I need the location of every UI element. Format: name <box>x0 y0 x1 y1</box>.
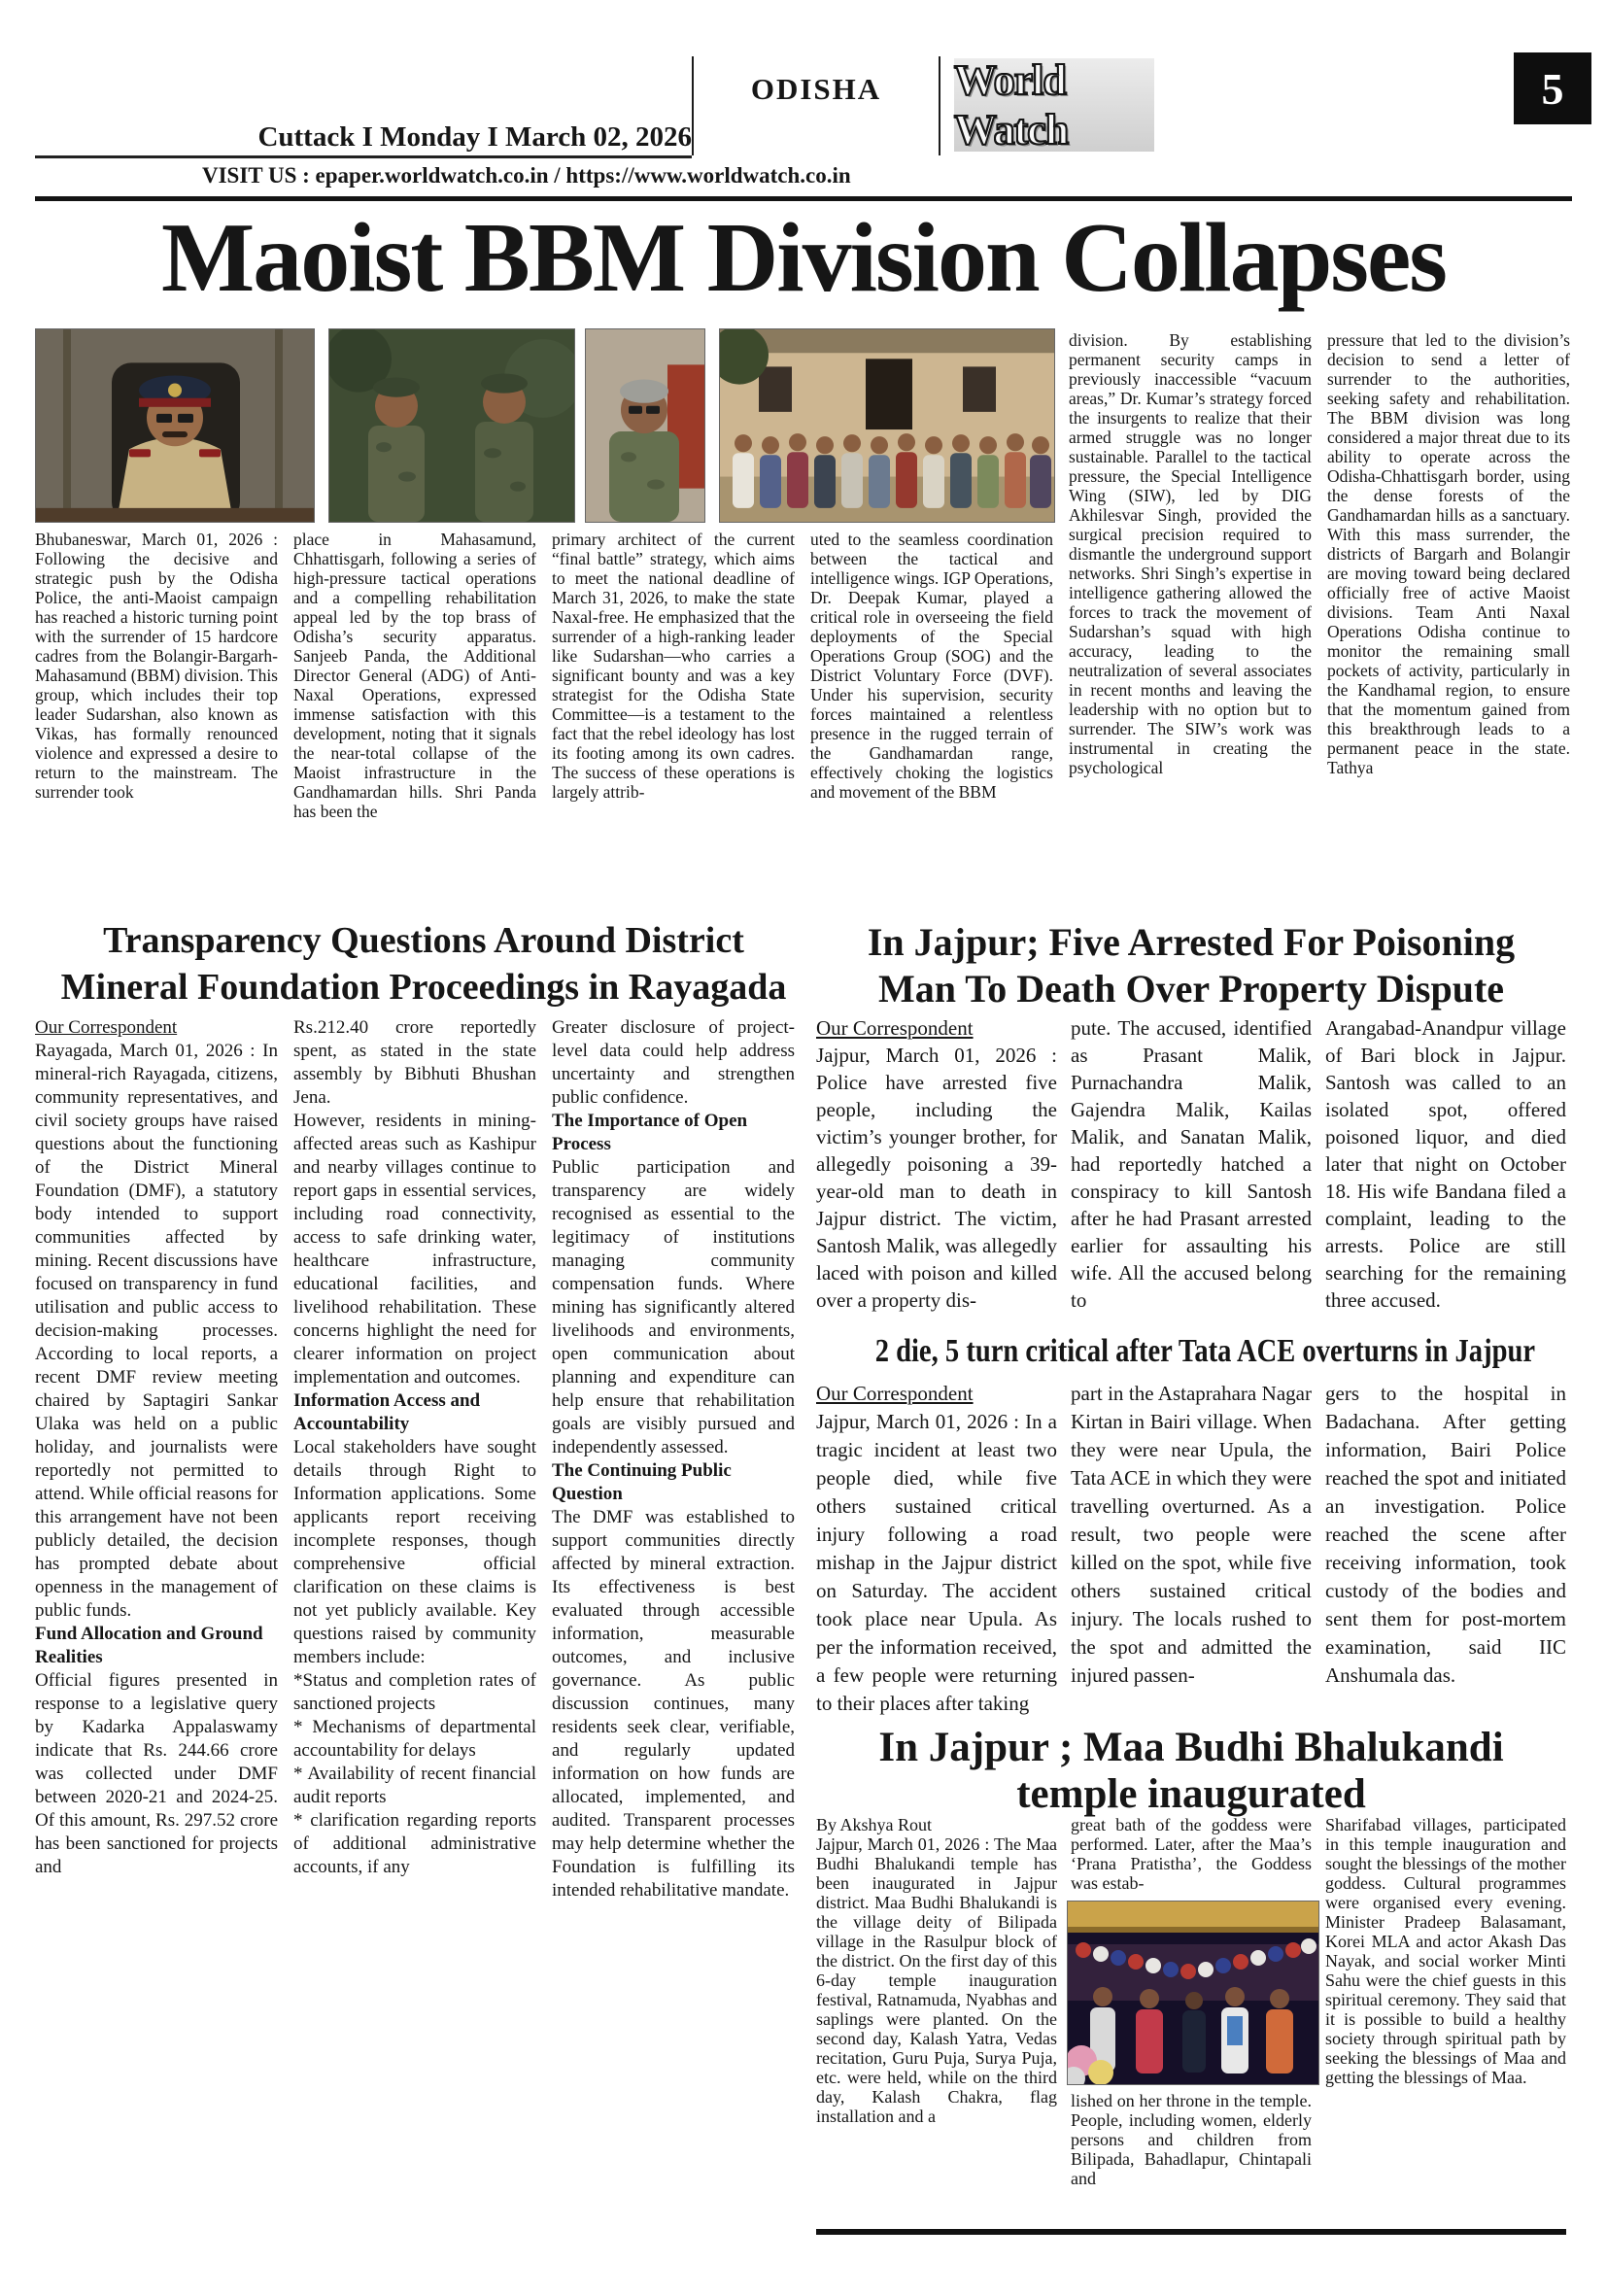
byline: Our Correspondent <box>816 1016 974 1040</box>
tata-column-2 <box>1071 1380 1312 1716</box>
temple-column-2-top <box>1071 1815 1312 1897</box>
article-paragraph: gers to the hospital in Badachana. After getting information, Bairi Police reached the spot and initiated an investigation. Police reached the scene after receiving information, took custody of the bodies and sent them for post-mortem examination, said IIC Anshumala das. <box>1325 1382 1566 1687</box>
article-paragraph: Jajpur, March 01, 2026 : The Maa Budhi Bhalukandi temple has been inaugurated in Jajpur district. Maa Budhi Bhalukandi is the village deity of Bilipada village in the Rasulpur block of the district. On the first day of this 6-day temple inauguration festival, Ratnamuda, Nyabhas and saplings were planted. On the second day, Kalash Yatra, Vedas recitation, Guru Puja, Surya Puja, etc. were held, while on the third day, Kalash Chakra, flag installation and a <box>816 1834 1057 2126</box>
lead-column-5 <box>1069 330 1312 915</box>
masthead-logo-text: World Watch <box>954 56 1069 154</box>
article-paragraph: * clarification regarding reports of additional administrative accounts, if any <box>293 1810 536 1877</box>
article-subhead: The Continuing Public Question <box>552 1460 732 1504</box>
dmf-column-3 <box>552 1016 795 2068</box>
lead-photo-surrendered-leader <box>585 328 705 523</box>
dmf-headline-line2: Mineral Foundation Proceedings in Rayagada <box>60 967 787 1008</box>
tata-headline <box>812 1333 1570 1370</box>
article-paragraph: division. By establishing permanent security camps in previously inaccessible “vacuum areas,” Dr. Kumar’s strategy forced the insurgents to realize that their armed struggle was no longer sustainable. Parallel to the tactical pressure, the Special Intelligence Wing (SIW), led by DIG Akhilesvar Singh, provided the surgical precision required to dismantle the underground support networks. Shri Singh’s expertise in intelligence gathering allowed the forces to track the movement of Sudarshan’s squad with high accuracy, leading to the neutralization of several associates in recent months and leaving the leadership with no option but to surrender. The SIW’s work was instrumental in creating the psychological <box>1069 330 1312 777</box>
tata-column-3 <box>1325 1380 1566 1716</box>
header-rule <box>35 155 692 158</box>
surrendered-leader-illustration <box>586 329 704 522</box>
article-paragraph: Sharifabad villages, participated in this temple inauguration and sought the blessings of the mother goddess. Cultural programmes were organised every evening. Minister Pradeep Balasamant, Korei MLA and actor Akash Das Nayak, and social worker Minti Sahu were the chief guests in this spiritual ceremony. They said that it is possible to build a healthy society through spiritual path by seeking the blessings of Maa and getting the blessings of Maa. <box>1325 1815 1566 2087</box>
masthead-logo <box>954 58 1154 152</box>
poison-column-2 <box>1071 1014 1312 1323</box>
article-paragraph: *Status and completion rates of sanctioned projects <box>293 1670 536 1714</box>
surrendered-cadres-group-illustration <box>720 329 1054 522</box>
dmf-column-1 <box>35 1016 278 2068</box>
article-paragraph: great bath of the goddess were performed. Later, after the Maa’s ‘Prana Pratistha’, the Goddess was estab- <box>1071 1815 1312 1893</box>
visit-us-line: VISIT US : epaper.worldwatch.co.in / https://www.worldwatch.co.in <box>202 163 851 188</box>
page-number-badge: 5 <box>1514 52 1591 124</box>
lead-photo-surrendered-cadres-group <box>719 328 1055 523</box>
poison-headline-line1: In Jajpur; Five Arrested For Poisoning <box>867 920 1516 964</box>
dmf-column-2 <box>293 1016 536 2068</box>
lead-column-6 <box>1327 330 1570 915</box>
temple-column-1 <box>816 1815 1057 2227</box>
lead-photo-security-personnel <box>328 328 575 523</box>
masthead-rule <box>35 196 1572 201</box>
temple-column-3 <box>1325 1815 1566 2227</box>
article-paragraph: pute. The accused, identified as Prasant Malik, Purnachandra Malik, Gajendra Malik, Kailas Malik, and Sanatan Malik, had reportedly hatched a conspiracy to kill Santosh after he had Prasant arrested earlier for assaulting his wife. All the accused belong to <box>1071 1016 1312 1312</box>
tata-headline-text: 2 die, 5 turn critical after Tata ACE overturns in Jajpur <box>874 1333 1536 1369</box>
article-paragraph: Rayagada, March 01, 2026 : In mineral-rich Rayagada, citizens, community representatives, and civil society groups have raised questions about the functioning of the District Mineral Foundation (DMF), a statutory body intended to support communities affected by mining. Recent discussions have focused on transparency in fund utilisation and public access to decision-making processes. According to local reports, a recent DMF review meeting chaired by Saptagiri Sankar Ulaka was held on a public holiday, and journalists were reportedly not permitted to attend. While official reasons for this arrangement have not been publicly detailed, the decision has prompted debate about openness in the management of public funds. <box>35 1041 278 1621</box>
header-divider <box>939 56 940 155</box>
article-paragraph: Public participation and transparency are widely recognised as essential to the legitimacy of institutions managing community compensation funds. Where mining has significantly altered livelihoods and environments, open communication about planning and expenditure can help ensure that rehabilitation goals are visibly pursued and independently assessed. <box>552 1157 795 1457</box>
article-subhead: Fund Allocation and Ground Realities <box>35 1624 263 1667</box>
article-subhead: The Importance of Open Process <box>552 1111 748 1154</box>
article-paragraph: part in the Astaprahara Nagar Kirtan in Bairi village. When they were near Upula, the Tata ACE in which they were travelling overturned. As a result, two people were killed on the spot, while five others sustained critical injury. The locals rushed to the spot and admitted the injured passen- <box>1071 1382 1312 1687</box>
lead-headline: Maoist BBM Division Collapses <box>161 203 1446 313</box>
dmf-headline-line1: Transparency Questions Around District <box>103 920 744 961</box>
temple-stage-illustration <box>1068 1902 1318 2084</box>
edition-label: ODISHA <box>750 72 882 106</box>
article-paragraph: Jajpur, March 01, 2026 : In a tragic incident at least two people died, while five others sustained critical injury following a road mishap in the Jajpur district on Saturday. The accident took place near Upula. As per the information received, a few people were returning to their places after taking <box>816 1410 1057 1715</box>
article-paragraph: * Availability of recent financial audit reports <box>293 1764 536 1807</box>
article-paragraph: Greater disclosure of project-level data could help address uncertainty and strengthen public confidence. <box>552 1017 795 1108</box>
poison-headline-line2: Man To Death Over Property Dispute <box>877 967 1505 1011</box>
article-paragraph: Rs.212.40 crore reportedly spent, as stated in the state assembly by Bibhuti Bhushan Jena. <box>293 1017 536 1108</box>
temple-headline-line1: In Jajpur ; Maa Budhi Bhalukandi <box>878 1725 1504 1770</box>
article-paragraph: * Mechanisms of departmental accountability for delays <box>293 1717 536 1761</box>
article-paragraph: The DMF was established to support communities directly affected by mineral extraction. Its effectiveness is best evaluated through accessible information, measurable outcomes, and inclusive governance. As public discussion continues, many residents seek clear, verifiable, and regularly updated information on how funds are allocated, implemented, and audited. Transparent processes may help determine whether the Foundation is fulfilling its intended rehabilitative mandate. <box>552 1507 795 1901</box>
lead-column-3 <box>552 530 795 916</box>
lead-photo-police-officer <box>35 328 315 523</box>
lead-column-4 <box>810 530 1053 916</box>
poison-column-1 <box>816 1014 1057 1323</box>
article-paragraph: Official figures presented in response to a legislative query by Kadarka Appalaswamy indicate that Rs. 244.66 crore was collected under DMF between 2020-21 and 2024-25. Of this amount, Rs. 297.52 crore has been sanctioned for projects and <box>35 1670 278 1877</box>
byline: Our Correspondent <box>35 1017 178 1038</box>
article-paragraph: place in Mahasamund, Chhattisgarh, following a series of high-pressure tactical operations and a compelling rehabilitation appeal led by the top brass of Odisha’s security apparatus. Sanjeeb Panda, the Additional Director General (ADG) of Anti-Naxal Operations, expressed immense satisfaction with this development, noting that it signals the near-total collapse of the Maoist infrastructure in the Gandhamardan hills. Shri Panda has been the <box>293 530 536 821</box>
lead-column-1 <box>35 530 278 916</box>
article-paragraph: Arangabad-Anandpur village of Bari block in Jajpur. Santosh was called to an isolated spot, offered poisoned liquor, and died later that night on October 18. His wife Bandana filed a complaint, leading to the arrests. Police are still searching for the remaining three accused. <box>1325 1016 1566 1312</box>
article-paragraph: Bhubaneswar, March 01, 2026 : Following the decisive and strategic push by the Odisha Police, the anti-Maoist campaign has reached a historic turning point with the surrender of 15 hardcore cadres from the Bolangir-Bargarh-Mahasamund (BBM) division. This group, which includes their top leader Sudarshan, also known as Vikas, has formally renounced violence and expressed a desire to return to the mainstream. The surrender took <box>35 530 278 802</box>
temple-headline-line2: temple inaugurated <box>1016 1771 1366 1817</box>
article-paragraph: pressure that led to the division’s decision to send a letter of surrender to the authorities, seeking safety and rehabilitation. The BBM division was long considered a major threat due to its ability to operate across the Odisha-Chhattisgarh border, using the dense forests of the Gandhamardan hills as a sanctuary. With this mass surrender, the districts of Bargarh and Bolangir are moving toward being declared officially free of active Maoist divisions. Team Anti Naxal Operations Odisha continue to monitor the remaining small pockets of activity, particularly in the Kandhamal region, to ensure that the momentum gained from this breakthrough leads to a permanent peace in the state. Tathya <box>1327 330 1570 777</box>
article-subhead: Information Access and Accountability <box>293 1390 481 1434</box>
article-paragraph: lished on her throne in the temple. People, including women, elderly persons and children from Bilipada, Bahadlapur, Chintapali and <box>1071 2091 1312 2188</box>
temple-inauguration-photo <box>1067 1901 1319 2085</box>
article-paragraph: primary architect of the current “final battle” strategy, which aims to meet the national deadline of March 31, 2026, to make the state Naxal-free. He emphasized that the surrender of a high-ranking leader like Sudarshan—who carries a significant bounty and was a key strategist for the Odisha State Committee—is a testament to the fact that the rebel ideology has lost its footing among its own cadres. The success of these operations is largely attrib- <box>552 530 795 802</box>
tata-column-1 <box>816 1380 1057 1716</box>
poison-column-3 <box>1325 1014 1566 1323</box>
lead-column-2 <box>293 530 536 916</box>
byline: Our Correspondent <box>816 1382 974 1405</box>
section-bottom-rule <box>816 2229 1566 2235</box>
article-paragraph: However, residents in mining-affected areas such as Kashipur and nearby villages continue to report gaps in essential services, including road connectivity, access to safe drinking water, healthcare infrastructure, educational facilities, and livelihood rehabilitation. These concerns highlight the need for clearer information on project implementation and outcomes. <box>293 1111 536 1388</box>
article-paragraph: Jajpur, March 01, 2026 : Police have arrested five people, including the victim’s younger brother, for allegedly poisoning a 39-year-old man to death in Jajpur district. The victim, Santosh Malik, was allegedly laced with poison and killed over a property dis- <box>816 1044 1057 1312</box>
police-officer-portrait-illustration <box>36 329 314 522</box>
temple-column-2-bottom <box>1071 2091 1312 2208</box>
article-paragraph: uted to the seamless coordination between the tactical and intelligence wings. IGP Operations, Dr. Deepak Kumar, played a critical role in overseeing the field deployments of the Special Operations Group (SOG) and the District Voluntary Force (DVF). Under his supervision, security forces maintained a relentless presence in the rugged terrain of the Gandhamardan range, effectively choking the logistics and movement of the BBM <box>810 530 1053 802</box>
dateline: Cuttack I Monday I March 02, 2026 <box>257 121 692 153</box>
byline: By Akshya Rout <box>816 1815 933 1834</box>
security-personnel-illustration <box>329 329 574 522</box>
article-paragraph: Local stakeholders have sought details through Right to Information applications. Some applicants report receiving incomplete responses, though comprehensive official clarification on these claims is not yet publicly available. Key questions raised by community members include: <box>293 1437 536 1667</box>
